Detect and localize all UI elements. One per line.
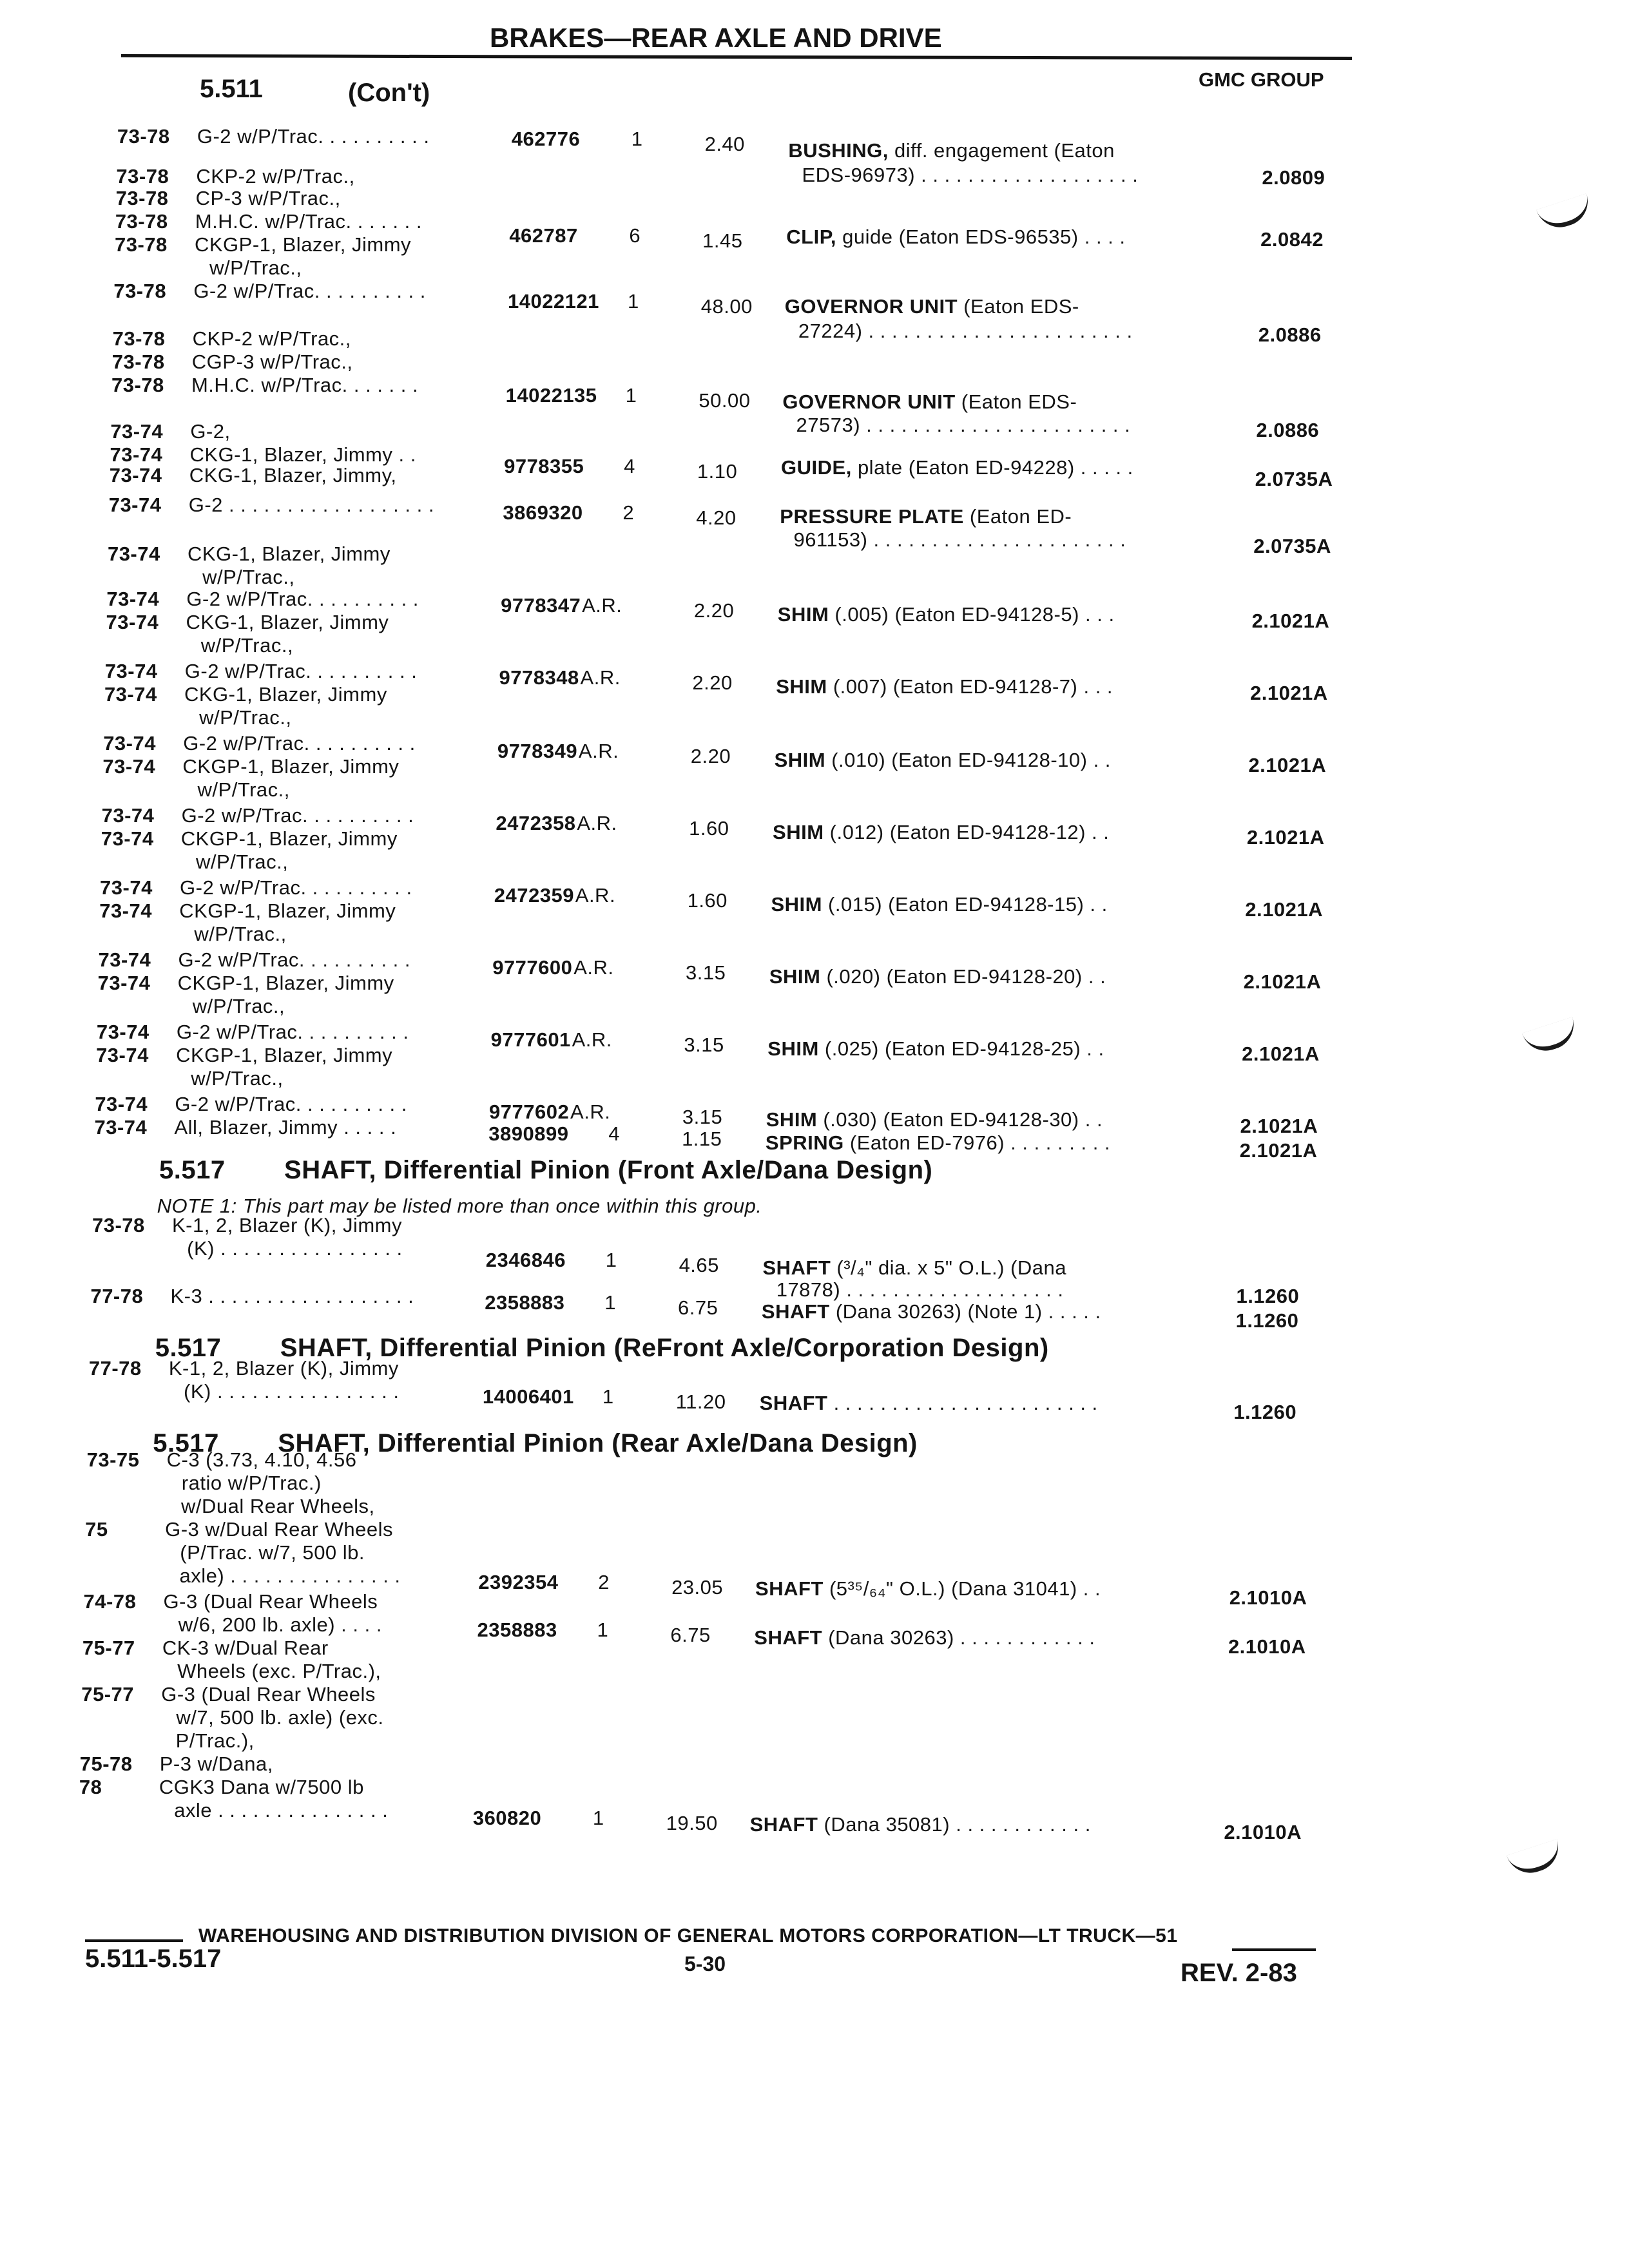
header-rule xyxy=(121,54,1352,60)
group-number: 2.0886 xyxy=(1256,419,1320,441)
part-description-text: diff. engagement (Eaton xyxy=(888,139,1115,162)
vehicle-application: G-2 w/P/Trac. . . . . . . . . . xyxy=(183,732,416,754)
part-description-text: (.005) (Eaton ED-94128-5) . . . xyxy=(829,603,1115,626)
group-number: 2.1021A xyxy=(1251,610,1330,632)
list-price: 3.15 xyxy=(684,1033,724,1056)
part-number: 9778355 xyxy=(504,455,584,477)
model-year: 73-78 xyxy=(114,233,168,256)
vehicle-application: M.H.C. w/P/Trac. . . . . . . xyxy=(191,374,419,396)
group-number: 2.0809 xyxy=(1262,166,1325,189)
list-price: 2.20 xyxy=(690,745,731,767)
vehicle-application: w/P/Trac., xyxy=(191,1067,284,1090)
part-description-text: 27224) . . . . . . . . . . . . . . . . . . . . . . . xyxy=(798,320,1133,342)
part-description xyxy=(767,1039,1104,1059)
list-price: 1.45 xyxy=(702,229,743,252)
model-year: 73-74 xyxy=(101,827,154,850)
part-number: 3869320 xyxy=(503,501,583,524)
vehicle-application: w/6, 200 lb. axle) . . . . xyxy=(178,1613,382,1636)
list-price: 6.75 xyxy=(678,1296,718,1319)
footer-line: WAREHOUSING AND DISTRIBUTION DIVISION OF GENERAL MOTORS CORPORATION—LT TRUCK—51 xyxy=(198,1925,1178,1946)
model-year: 75-77 xyxy=(82,1637,135,1659)
footer-rule-left xyxy=(85,1939,183,1942)
footer-page-number: 5-30 xyxy=(684,1952,726,1975)
group-label: GMC GROUP xyxy=(1199,68,1324,91)
model-year: 73-74 xyxy=(97,972,151,994)
part-description-text: (.010) (Eaton ED-94128-10) . . xyxy=(825,749,1111,771)
vehicle-application: G-2 w/P/Trac. . . . . . . . . . xyxy=(178,948,411,971)
part-number: 2358883 xyxy=(477,1619,557,1641)
vehicle-application: G-2 w/P/Trac. . . . . . . . . . xyxy=(193,280,426,302)
model-year: 73-78 xyxy=(111,374,164,396)
model-year: 73-74 xyxy=(110,443,163,466)
section-number: 5.517 xyxy=(155,1334,222,1362)
part-number: 14022135 xyxy=(505,384,597,407)
model-year: 73-74 xyxy=(100,876,153,899)
model-year: 77-78 xyxy=(88,1357,142,1379)
model-year: 73-78 xyxy=(112,327,166,350)
quantity: 1 xyxy=(627,290,639,312)
list-price: 48.00 xyxy=(700,295,753,318)
part-description xyxy=(796,415,1131,435)
part-description xyxy=(776,1280,1064,1300)
group-number: 2.1021A xyxy=(1248,754,1327,776)
part-name: SHIM xyxy=(767,1037,819,1060)
vehicle-application: axle) . . . . . . . . . . . . . . . xyxy=(179,1564,401,1587)
quantity: A.R. xyxy=(577,812,617,834)
quantity: A.R. xyxy=(572,1028,612,1051)
part-name: SHAFT xyxy=(762,1256,831,1279)
group-number: 2.1010A xyxy=(1228,1635,1306,1658)
part-name: SHIM xyxy=(771,893,822,916)
vehicle-application: w/P/Trac., xyxy=(209,256,302,279)
part-number: 9778347 xyxy=(501,594,581,617)
part-description xyxy=(798,321,1133,341)
group-number: 2.1021A xyxy=(1249,682,1328,704)
vehicle-application: G-2 w/P/Trac. . . . . . . . . . xyxy=(175,1093,407,1115)
vehicle-application: CKG-1, Blazer, Jimmy xyxy=(187,543,390,565)
hole-punch-mark xyxy=(1536,193,1594,233)
part-description-text: (.025) (Eaton ED-94128-25) . . xyxy=(818,1037,1104,1060)
vehicle-application: CKG-1, Blazer, Jimmy xyxy=(186,611,389,633)
model-year: 73-74 xyxy=(104,660,158,682)
vehicle-application: CKP-2 w/P/Trac., xyxy=(196,165,355,187)
vehicle-application: G-2 w/P/Trac. . . . . . . . . . xyxy=(176,1021,409,1043)
part-description xyxy=(802,165,1138,185)
part-description xyxy=(782,392,1077,412)
group-number: 1.1260 xyxy=(1235,1309,1299,1332)
hole-punch-mark xyxy=(1522,1017,1580,1057)
part-number: 9777601 xyxy=(490,1028,571,1051)
model-year: 73-78 xyxy=(115,187,169,209)
vehicle-application: G-2 w/P/Trac. . . . . . . . . . xyxy=(181,804,414,827)
quantity: 1 xyxy=(605,1249,617,1271)
part-number: 2472358 xyxy=(496,812,576,834)
quantity: 1 xyxy=(625,384,637,407)
part-name: SHAFT xyxy=(749,1813,818,1836)
vehicle-application: M.H.C. w/P/Trac. . . . . . . xyxy=(195,210,422,233)
part-number: 360820 xyxy=(472,1807,542,1829)
list-price: 3.15 xyxy=(682,1106,723,1128)
part-description-text: guide (Eaton EDS-96535) . . . . xyxy=(836,226,1126,248)
part-name: SHAFT xyxy=(759,1392,828,1414)
vehicle-application: w/Dual Rear Wheels, xyxy=(180,1495,375,1517)
model-year: 73-74 xyxy=(96,1044,149,1066)
model-year: 73-74 xyxy=(102,755,156,778)
part-description xyxy=(754,1628,1095,1648)
part-number: 9778348 xyxy=(499,666,579,689)
part-description xyxy=(785,296,1079,316)
quantity: 1 xyxy=(602,1385,614,1408)
part-description-text: (.015) (Eaton ED-94128-15) . . xyxy=(822,893,1108,916)
vehicle-application: (P/Trac. w/7, 500 lb. xyxy=(180,1541,365,1564)
model-year: 73-74 xyxy=(94,1116,148,1139)
vehicle-application: CKP-2 w/P/Trac., xyxy=(192,327,351,350)
list-price: 1.60 xyxy=(687,889,728,912)
part-description xyxy=(773,822,1109,842)
list-price: 1.15 xyxy=(682,1128,722,1150)
vehicle-application: K-3 . . . . . . . . . . . . . . . . . . xyxy=(170,1285,414,1307)
model-year: 73-78 xyxy=(117,125,170,148)
vehicle-application: G-2, xyxy=(190,420,231,443)
vehicle-application: CKG-1, Blazer, Jimmy . . xyxy=(189,443,416,466)
vehicle-application: CKGP-1, Blazer, Jimmy xyxy=(176,1044,393,1066)
section-number: 5.517 xyxy=(159,1156,226,1184)
part-description-text: (³/₄" dia. x 5" O.L.) (Dana xyxy=(831,1256,1066,1279)
vehicle-application: G-3 (Dual Rear Wheels xyxy=(161,1683,376,1706)
group-number: 2.0886 xyxy=(1258,323,1322,346)
part-description-text: plate (Eaton ED-94228) . . . . . xyxy=(851,456,1133,479)
part-name: PRESSURE PLATE xyxy=(780,505,964,528)
part-description xyxy=(775,750,1111,770)
model-year: 77-78 xyxy=(90,1285,144,1307)
model-year: 73-74 xyxy=(106,588,160,610)
footer-rule-right xyxy=(1232,1948,1316,1951)
part-description-text: (Eaton ED- xyxy=(963,505,1072,528)
part-number: 2358883 xyxy=(485,1291,565,1314)
model-year: 73-74 xyxy=(104,683,157,706)
model-year: 73-74 xyxy=(101,804,155,827)
part-name: SHAFT xyxy=(754,1626,823,1649)
part-name: SPRING xyxy=(765,1131,844,1154)
group-number: 2.1021A xyxy=(1242,1043,1320,1065)
section-title: SHAFT, Differential Pinion (Rear Axle/Dana Design) xyxy=(278,1429,918,1457)
part-name: GOVERNOR UNIT xyxy=(782,390,956,413)
vehicle-application: w/P/Trac., xyxy=(192,995,285,1017)
list-price: 2.40 xyxy=(704,133,745,155)
model-year: 78 xyxy=(79,1776,102,1798)
part-name: SHIM xyxy=(774,749,826,771)
group-number: 2.1021A xyxy=(1245,898,1323,921)
model-year: 75-77 xyxy=(81,1683,135,1706)
group-number: 2.1010A xyxy=(1229,1586,1307,1609)
vehicle-application: ratio w/P/Trac.) xyxy=(181,1472,322,1494)
quantity: 2 xyxy=(598,1571,610,1593)
part-name: SHAFT xyxy=(761,1300,830,1323)
model-year: 74-78 xyxy=(83,1590,137,1613)
model-year: 73-74 xyxy=(103,732,156,754)
part-description-text: (.020) (Eaton ED-94128-20) . . xyxy=(820,965,1106,988)
part-description-text: 961153) . . . . . . . . . . . . . . . . . . . . . . xyxy=(793,528,1126,551)
vehicle-application: w/7, 500 lb. axle) (exc. xyxy=(176,1706,384,1729)
model-year: 73-78 xyxy=(115,210,168,233)
vehicle-application: G-2 w/P/Trac. . . . . . . . . . xyxy=(184,660,418,682)
quantity: 1 xyxy=(631,128,643,150)
model-year: 73-78 xyxy=(116,165,169,187)
model-year: 75 xyxy=(85,1518,108,1541)
part-description-text: (Eaton ED-7976) . . . . . . . . . xyxy=(843,1131,1111,1154)
list-price: 2.20 xyxy=(692,671,733,694)
list-price: 4.20 xyxy=(696,506,737,529)
part-description xyxy=(778,604,1115,624)
part-description-text: (Dana 30263) (Note 1) . . . . . xyxy=(829,1300,1101,1323)
model-year: 73-78 xyxy=(111,351,165,373)
list-price: 3.15 xyxy=(686,961,726,984)
quantity: A.R. xyxy=(570,1100,611,1123)
part-description-text: . . . . . . . . . . . . . . . . . . . . . . . xyxy=(827,1392,1098,1414)
group-number: 2.0842 xyxy=(1260,228,1324,251)
model-year: 73-74 xyxy=(96,1021,149,1043)
section-title: SHAFT, Differential Pinion (Front Axle/Dana Design) xyxy=(284,1156,933,1184)
vehicle-application: G-3 w/Dual Rear Wheels xyxy=(165,1518,393,1541)
model-year: 73-74 xyxy=(109,464,162,486)
model-year: 73-74 xyxy=(99,899,152,922)
quantity: A.R. xyxy=(574,956,614,979)
section-number-cont: 5.511 xyxy=(200,75,263,103)
quantity: 1 xyxy=(604,1291,616,1314)
list-price: 2.20 xyxy=(693,599,735,622)
part-description-text: 17878) . . . . . . . . . . . . . . . . . . . xyxy=(776,1278,1064,1301)
part-name: SHIM xyxy=(773,821,824,843)
part-description xyxy=(771,894,1107,914)
model-year: 73-78 xyxy=(92,1214,145,1236)
part-description xyxy=(750,1814,1091,1834)
part-description-text: (.012) (Eaton ED-94128-12) . . xyxy=(824,821,1110,843)
quantity: 1 xyxy=(597,1619,609,1641)
list-price: 19.50 xyxy=(666,1812,718,1834)
part-name: BUSHING, xyxy=(788,139,889,162)
section-note: NOTE 1: This part may be listed more than once within this group. xyxy=(157,1195,762,1217)
vehicle-application: CKGP-1, Blazer, Jimmy xyxy=(182,755,400,778)
group-number: 2.1021A xyxy=(1243,970,1322,993)
list-price: 6.75 xyxy=(670,1624,711,1646)
part-description xyxy=(762,1302,1101,1321)
vehicle-application: (K) . . . . . . . . . . . . . . . . xyxy=(187,1237,403,1260)
list-price: 11.20 xyxy=(675,1390,726,1413)
part-name: SHAFT xyxy=(755,1577,824,1600)
list-price: 4.65 xyxy=(679,1254,719,1276)
vehicle-application: G-2 . . . . . . . . . . . . . . . . . . xyxy=(188,494,434,516)
part-description-text: (Dana 30263) . . . . . . . . . . . . xyxy=(822,1626,1095,1649)
part-description xyxy=(762,1258,1066,1278)
part-description-text: (Eaton EDS- xyxy=(958,295,1079,318)
section-number: 5.517 xyxy=(153,1429,219,1457)
model-year: 73-78 xyxy=(113,280,167,302)
part-description xyxy=(786,227,1125,247)
part-description-text: (.030) (Eaton ED-94128-30) . . xyxy=(817,1108,1103,1131)
part-number: 462776 xyxy=(511,128,581,150)
model-year: 73-74 xyxy=(110,420,164,443)
quantity: A.R. xyxy=(582,594,622,617)
vehicle-application: w/P/Trac., xyxy=(195,850,289,873)
group-number: 1.1260 xyxy=(1236,1285,1300,1307)
vehicle-application: G-2 w/P/Trac. . . . . . . . . . xyxy=(186,588,419,610)
part-description xyxy=(793,530,1126,550)
part-name: CLIP, xyxy=(786,226,836,248)
part-number: 2346846 xyxy=(485,1249,566,1271)
group-number: 2.1021A xyxy=(1246,826,1325,849)
group-number: 1.1260 xyxy=(1233,1401,1297,1423)
vehicle-application: CKGP-1, Blazer, Jimmy xyxy=(179,899,396,922)
model-year: 73-74 xyxy=(106,611,159,633)
vehicle-application: G-2 w/P/Trac. . . . . . . . . . xyxy=(180,876,412,899)
list-price: 1.60 xyxy=(689,817,729,840)
group-number: 2.1021A xyxy=(1239,1139,1318,1162)
vehicle-application: CKG-1, Blazer, Jimmy xyxy=(184,683,387,706)
model-year: 73-74 xyxy=(107,543,160,565)
vehicle-application: K-1, 2, Blazer (K), Jimmy xyxy=(171,1214,402,1236)
quantity: 1 xyxy=(592,1807,604,1829)
part-name: SHIM xyxy=(769,965,821,988)
part-description xyxy=(788,140,1115,160)
part-name: GUIDE, xyxy=(781,456,852,479)
vehicle-application: w/P/Trac., xyxy=(194,923,287,945)
vehicle-application: All, Blazer, Jimmy . . . . . xyxy=(174,1116,397,1139)
list-price: 23.05 xyxy=(671,1576,724,1599)
quantity: 2 xyxy=(622,501,635,524)
quantity: 4 xyxy=(608,1122,620,1145)
part-description xyxy=(769,966,1106,986)
part-name: SHIM xyxy=(776,675,827,698)
part-name: SHIM xyxy=(777,603,829,626)
part-description-text: (Eaton EDS- xyxy=(955,390,1077,413)
vehicle-application: G-3 (Dual Rear Wheels xyxy=(163,1590,378,1613)
vehicle-application: CK-3 w/Dual Rear xyxy=(162,1637,329,1659)
group-number: 2.0735A xyxy=(1255,468,1333,490)
footer-revision: REV. 2-83 xyxy=(1181,1959,1297,1987)
part-description xyxy=(780,506,1072,526)
quantity: 6 xyxy=(629,224,641,247)
group-number: 2.0735A xyxy=(1253,535,1331,557)
quantity: 4 xyxy=(624,455,635,477)
vehicle-application: CGP-3 w/P/Trac., xyxy=(191,351,353,373)
model-year: 75-78 xyxy=(79,1753,133,1775)
vehicle-application: CGK3 Dana w/7500 lb xyxy=(159,1776,364,1798)
vehicle-application: P/Trac.), xyxy=(175,1729,255,1752)
vehicle-application: C-3 (3.73, 4.10, 4.56 xyxy=(166,1448,357,1471)
group-number: 2.1021A xyxy=(1240,1115,1318,1137)
part-number: 2472359 xyxy=(494,884,574,907)
vehicle-application: w/P/Trac., xyxy=(199,706,292,729)
part-description xyxy=(781,457,1133,477)
vehicle-application: Wheels (exc. P/Trac.), xyxy=(177,1660,381,1682)
model-year: 73-74 xyxy=(108,494,162,516)
part-description-text: (Dana 35081) . . . . . . . . . . . . xyxy=(818,1813,1091,1836)
group-number: 2.1010A xyxy=(1224,1821,1302,1843)
vehicle-application: G-2 w/P/Trac. . . . . . . . . . xyxy=(197,125,430,148)
vehicle-application: CKGP-1, Blazer, Jimmy xyxy=(180,827,398,850)
part-description-text: (5³⁵/₆₄" O.L.) (Dana 31041) . . xyxy=(823,1577,1101,1600)
quantity: A.R. xyxy=(575,884,616,907)
vehicle-application: w/P/Trac., xyxy=(202,566,295,588)
part-description xyxy=(766,1133,1110,1153)
part-name: SHIM xyxy=(766,1108,818,1131)
vehicle-application: K-1, 2, Blazer (K), Jimmy xyxy=(168,1357,399,1379)
hole-punch-mark xyxy=(1507,1839,1565,1879)
vehicle-application: CP-3 w/P/Trac., xyxy=(195,187,341,209)
part-number: 9778349 xyxy=(497,740,578,762)
part-number: 2392354 xyxy=(478,1571,559,1593)
vehicle-application: P-3 w/Dana, xyxy=(159,1753,273,1775)
part-number: 14006401 xyxy=(482,1385,574,1408)
vehicle-application: CKGP-1, Blazer, Jimmy xyxy=(194,233,412,256)
vehicle-application: axle . . . . . . . . . . . . . . . xyxy=(174,1799,389,1821)
part-description xyxy=(776,677,1113,697)
part-description-text: EDS-96973) . . . . . . . . . . . . . . . . . . . xyxy=(802,164,1139,186)
list-price: 1.10 xyxy=(697,460,738,483)
part-description xyxy=(766,1110,1103,1129)
vehicle-application: w/P/Trac., xyxy=(200,634,294,657)
quantity: A.R. xyxy=(580,666,621,689)
vehicle-application: CKGP-1, Blazer, Jimmy xyxy=(177,972,394,994)
part-description xyxy=(760,1393,1098,1413)
part-name: GOVERNOR UNIT xyxy=(784,295,958,318)
part-number: 462787 xyxy=(509,224,578,247)
part-number: 9777600 xyxy=(492,956,573,979)
model-year: 73-74 xyxy=(95,1093,148,1115)
list-price: 50.00 xyxy=(699,389,751,412)
section-title: SHAFT, Differential Pinion (ReFront Axle/Corporation Design) xyxy=(280,1334,1049,1362)
part-number: 3890899 xyxy=(488,1122,569,1145)
vehicle-application: w/P/Trac., xyxy=(197,778,290,801)
part-number: 14022121 xyxy=(507,290,599,312)
part-description xyxy=(755,1579,1101,1599)
footer-section-range: 5.511-5.517 xyxy=(85,1945,222,1973)
part-description-text: (.007) (Eaton ED-94128-7) . . . xyxy=(827,675,1113,698)
part-number: 9777602 xyxy=(489,1100,570,1123)
model-year: 73-74 xyxy=(98,948,151,971)
page-title: BRAKES—REAR AXLE AND DRIVE xyxy=(490,23,942,53)
vehicle-application: (K) . . . . . . . . . . . . . . . . xyxy=(184,1380,400,1403)
model-year: 73-75 xyxy=(86,1448,140,1471)
section-cont-note: (Con't) xyxy=(348,79,430,107)
vehicle-application: CKG-1, Blazer, Jimmy, xyxy=(189,464,397,486)
part-description-text: 27573) . . . . . . . . . . . . . . . . . . . . . . . xyxy=(796,414,1131,436)
quantity: A.R. xyxy=(578,740,619,762)
